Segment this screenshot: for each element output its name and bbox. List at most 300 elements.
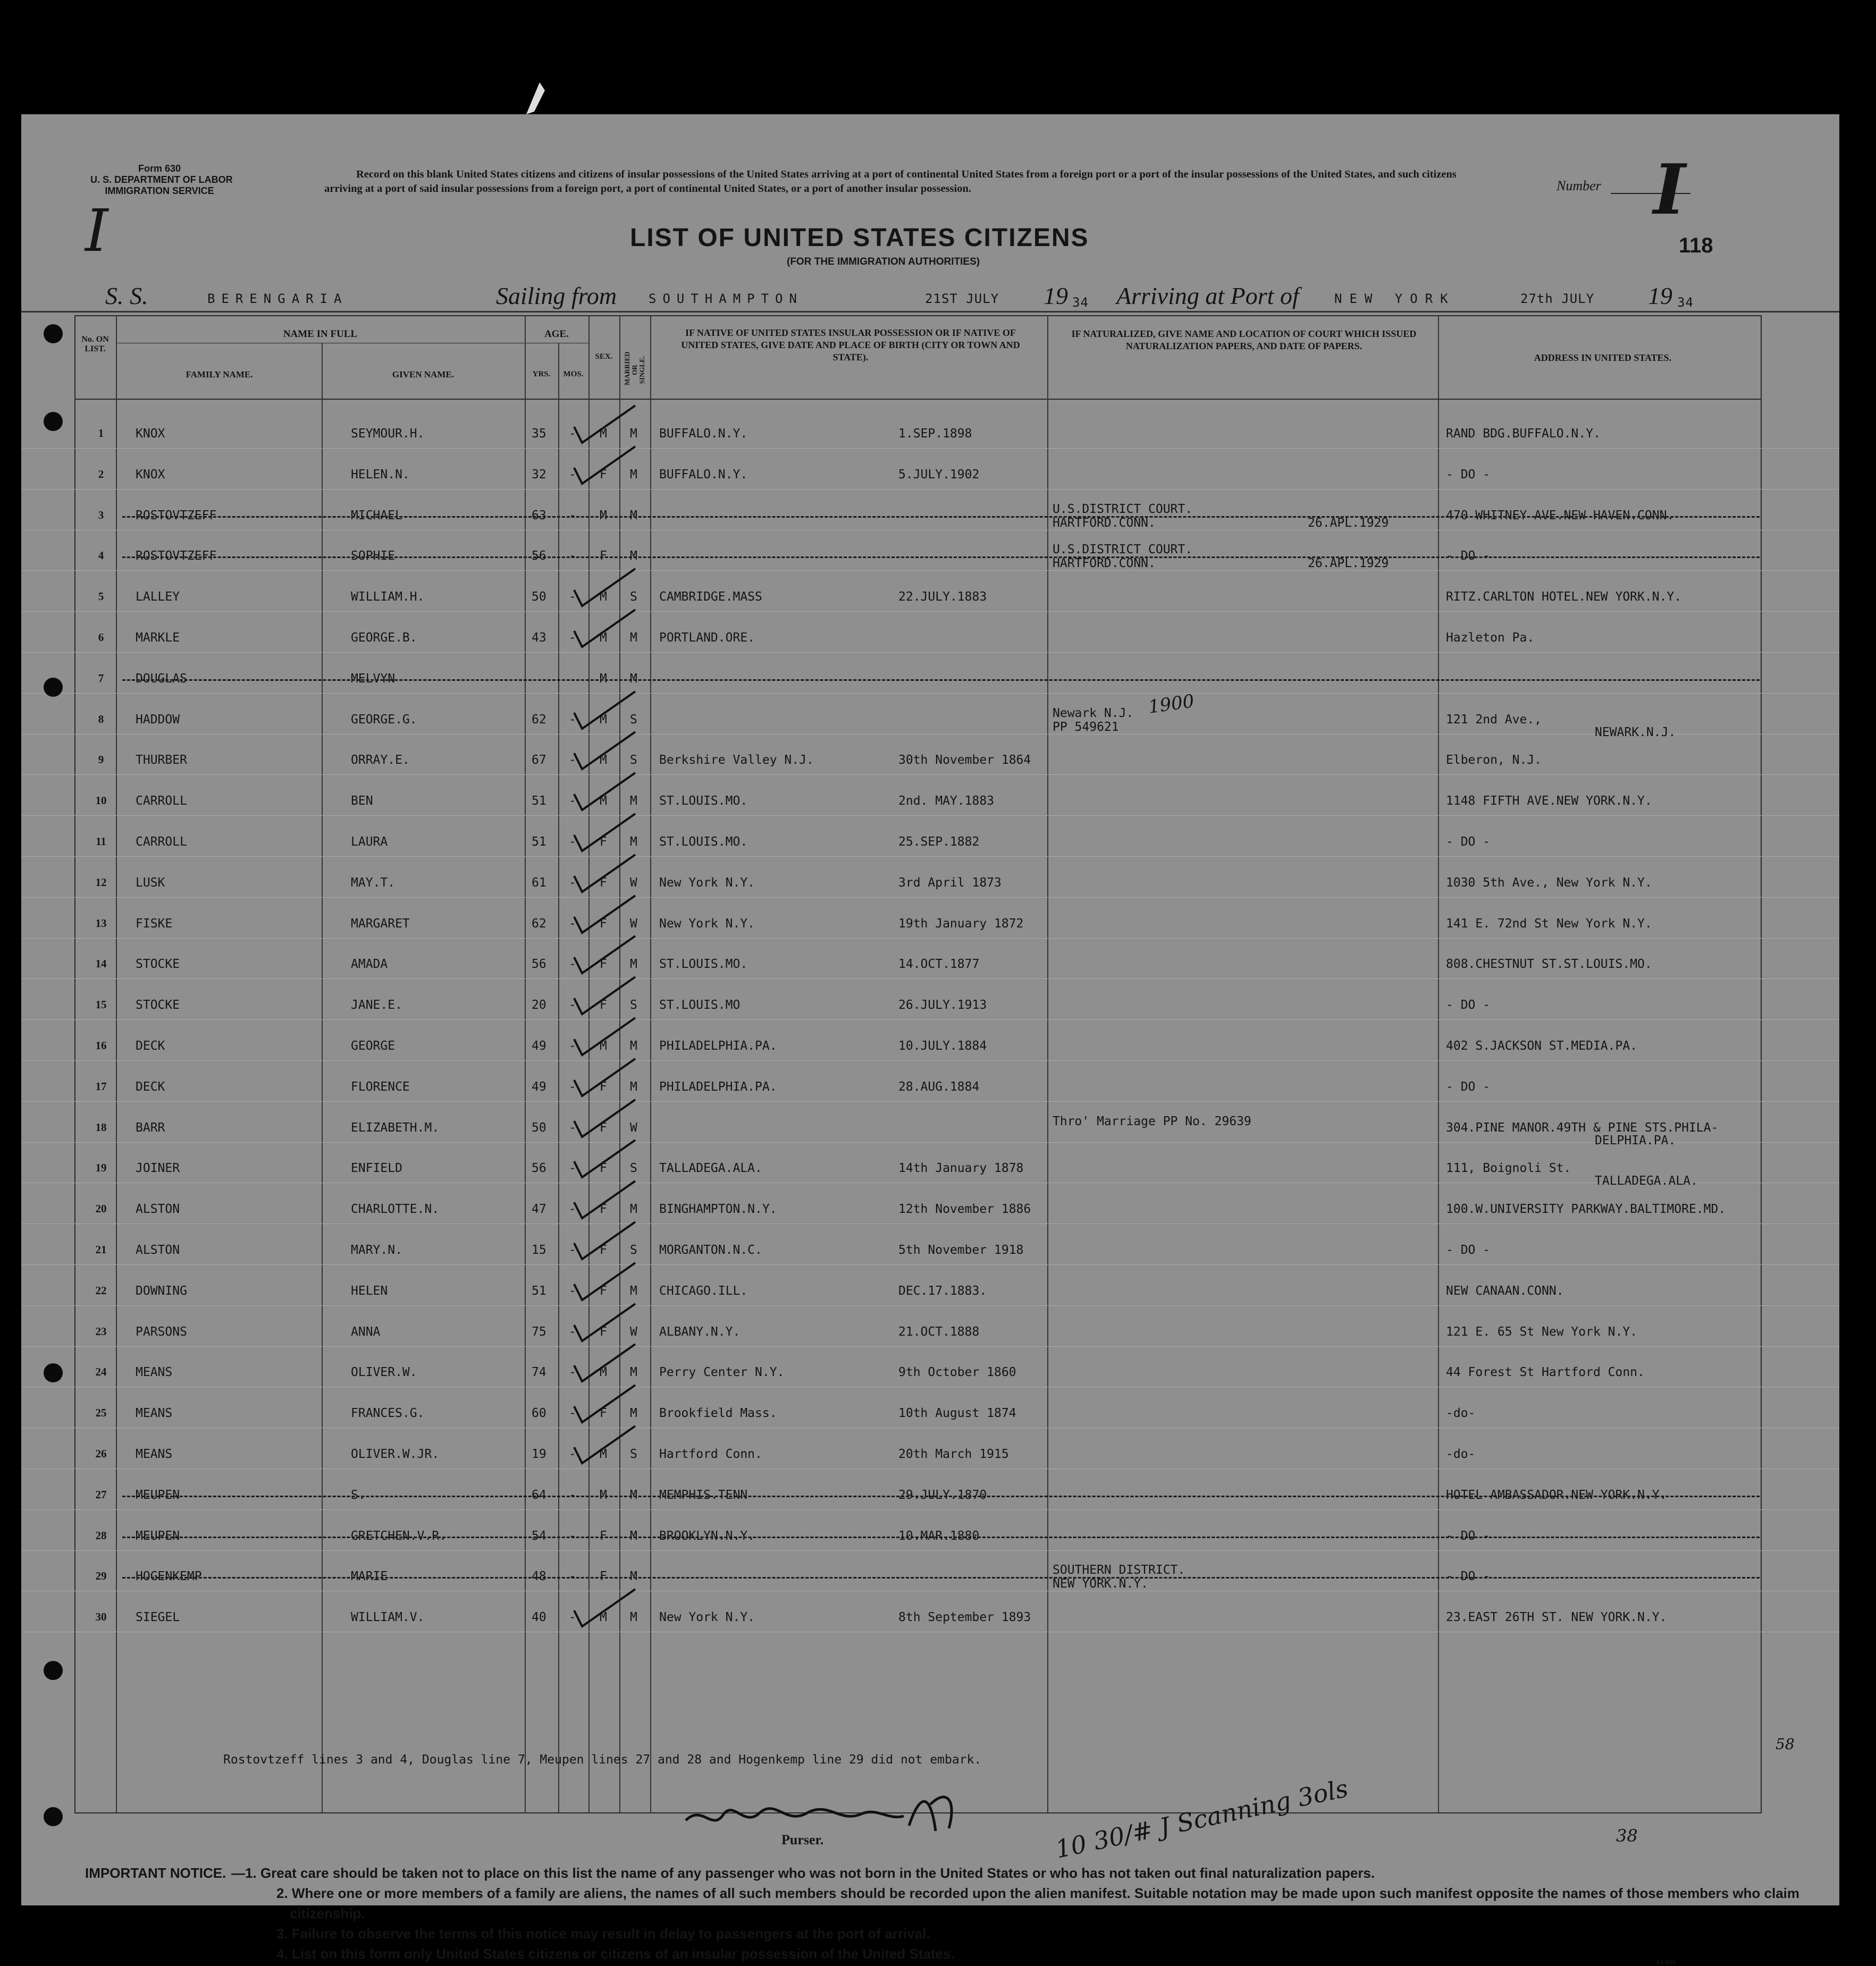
row-row-number: 14 bbox=[95, 957, 107, 970]
row-address: NEW CANAAN.CONN. bbox=[1446, 1284, 1564, 1298]
check-mark bbox=[571, 1056, 641, 1099]
row-birth-place: New York N.Y. bbox=[659, 876, 755, 890]
row-birth-place: BUFFALO.N.Y. bbox=[659, 468, 748, 482]
row-rule bbox=[21, 489, 1839, 490]
header-given-name: GIVEN NAME. bbox=[392, 369, 455, 379]
row-address: - DO - bbox=[1446, 1529, 1491, 1543]
row-address: 1030 5th Ave., New York N.Y. bbox=[1446, 876, 1652, 890]
number-value: I bbox=[1653, 149, 1686, 230]
row-given-name: ELIZABETH.M. bbox=[351, 1121, 440, 1135]
row-rule bbox=[21, 734, 1839, 735]
row-birth-date: 25.SEP.1882 bbox=[898, 835, 980, 849]
sailing-year: 34 bbox=[1072, 295, 1089, 310]
row-rule bbox=[21, 856, 1839, 857]
punch-hole bbox=[44, 1363, 63, 1382]
row-birth-place: BINGHAMPTON.N.Y. bbox=[659, 1202, 777, 1216]
row-family-name: KNOX bbox=[136, 468, 165, 482]
strike-through-line bbox=[122, 1577, 1760, 1579]
header-sex: SEX. bbox=[595, 352, 613, 361]
header-birth: IF NATIVE OF UNITED STATES INSULAR POSSESSION OR IF NATIVE OF UNITED STATES, GIVE DATE AND PLACE OF BIRTH (CITY OR TOWN AND STATE). bbox=[681, 327, 1020, 362]
row-birth-place: New York N.Y. bbox=[659, 1610, 755, 1624]
row-age-years: 51 bbox=[532, 794, 546, 808]
row-marital-status: S bbox=[630, 1243, 637, 1257]
strike-through-line bbox=[122, 516, 1760, 518]
row-row-number: 8 bbox=[98, 713, 104, 725]
row-address: 121 2nd Ave., bbox=[1446, 713, 1542, 727]
row-age-months: - bbox=[569, 1161, 576, 1175]
punch-hole bbox=[44, 1661, 63, 1680]
row-marital-status: S bbox=[630, 998, 637, 1012]
row-sex: F bbox=[600, 1080, 607, 1094]
check-mark bbox=[571, 852, 641, 895]
row-family-name: PARSONS bbox=[136, 1325, 187, 1339]
header-yrs: YRS. bbox=[532, 370, 551, 378]
row-given-name: JANE.E. bbox=[351, 998, 402, 1012]
row-naturalization-location: PP 549621 bbox=[1053, 720, 1119, 734]
row-rule bbox=[21, 1264, 1839, 1265]
row-given-name: ANNA bbox=[351, 1325, 381, 1339]
row-age-years: 64 bbox=[532, 1488, 546, 1502]
check-mark bbox=[571, 607, 641, 649]
row-marital-status: W bbox=[630, 1121, 637, 1135]
row-birth-place: BUFFALO.N.Y. bbox=[659, 427, 748, 441]
row-family-name: ROSTOVTZEFF bbox=[136, 509, 217, 522]
row-sex: M bbox=[600, 1365, 607, 1379]
check-mark bbox=[571, 403, 641, 445]
row-marital-status: M bbox=[630, 1488, 637, 1502]
row-rule bbox=[21, 1509, 1839, 1510]
row-birth-date: 5.JULY.1902 bbox=[898, 468, 980, 482]
row-age-years: 35 bbox=[532, 427, 546, 441]
row-marital-status: M bbox=[630, 835, 637, 849]
check-mark bbox=[571, 1341, 641, 1384]
col-rule-birth bbox=[1047, 315, 1048, 1812]
row-birth-place: PHILADELPHIA.PA. bbox=[659, 1080, 777, 1094]
document-title: LIST OF UNITED STATES CITIZENS bbox=[630, 224, 1089, 252]
row-age-months: - bbox=[569, 1406, 576, 1420]
row-given-name: GEORGE.G. bbox=[351, 713, 417, 727]
row-naturalization-location: HARTFORD.CONN. bbox=[1053, 556, 1156, 570]
row-row-number: 11 bbox=[96, 835, 106, 848]
header-mos: MOS. bbox=[563, 370, 584, 378]
row-birth-date: 19th January 1872 bbox=[898, 917, 1024, 931]
row-address: 402 S.JACKSON ST.MEDIA.PA. bbox=[1446, 1039, 1638, 1053]
row-rule bbox=[21, 611, 1839, 612]
manifest-table bbox=[74, 315, 1762, 1813]
row-marital-status: S bbox=[630, 713, 637, 727]
punch-hole bbox=[44, 324, 63, 343]
notice-item-2: 2. Where one or more members of a family are aliens, the names of all such members should be recorded upon the alien manifest. Suitable notation may be made upon such manifest opposite the names of those members who claim citizenship. bbox=[276, 1885, 1800, 1921]
punch-hole bbox=[44, 1807, 63, 1826]
row-naturalization-court: Newark N.J. bbox=[1053, 706, 1134, 720]
row-given-name: ORRAY.E. bbox=[351, 753, 410, 767]
row-sex: M bbox=[600, 794, 607, 808]
row-rule bbox=[21, 897, 1839, 898]
row-birth-place: ST.LOUIS.MO bbox=[659, 998, 741, 1012]
row-sex: F bbox=[600, 1406, 607, 1420]
row-family-name: MEANS bbox=[136, 1365, 173, 1379]
notice-item-3: 3. Failure to observe the terms of this notice may result in delay to passengers at the port of arrival. bbox=[276, 1926, 930, 1942]
row-age-years: 15 bbox=[532, 1243, 546, 1257]
arriving-year: 34 bbox=[1677, 295, 1694, 310]
table-header-rule bbox=[74, 399, 1761, 400]
row-rule bbox=[21, 652, 1839, 653]
check-mark bbox=[571, 770, 641, 813]
row-marital-status: S bbox=[630, 1447, 637, 1461]
row-marital-status: W bbox=[630, 1325, 637, 1339]
row-sex: M bbox=[600, 713, 607, 727]
row-birth-place: MEMPHIS.TENN bbox=[659, 1488, 748, 1502]
row-rule bbox=[21, 1019, 1839, 1020]
row-row-number: 2 bbox=[98, 468, 104, 480]
row-birth-date: 9th October 1860 bbox=[898, 1365, 1016, 1379]
row-age-years: 32 bbox=[532, 468, 546, 482]
row-family-name: BARR bbox=[136, 1121, 165, 1135]
row-birth-place: ST.LOUIS.MO. bbox=[659, 794, 748, 808]
row-family-name: MEUPEN bbox=[136, 1529, 180, 1543]
row-given-name: MAY.T. bbox=[351, 876, 396, 890]
row-naturalization-court: Thro' Marriage PP No. 29639 bbox=[1053, 1115, 1251, 1128]
row-family-name: MEUPEN bbox=[136, 1488, 180, 1502]
row-row-number: 16 bbox=[95, 1039, 107, 1052]
row-sex: M bbox=[600, 427, 607, 441]
row-sex: F bbox=[600, 957, 607, 971]
row-family-name: CARROLL bbox=[136, 835, 187, 849]
col-rule-no bbox=[116, 315, 117, 1812]
row-family-name: STOCKE bbox=[136, 998, 180, 1012]
row-given-name: GEORGE bbox=[351, 1039, 396, 1053]
row-marital-status: M bbox=[630, 794, 637, 808]
header-address: ADDRESS IN UNITED STATES. bbox=[1534, 352, 1672, 363]
row-birth-date: 26.JULY.1913 bbox=[898, 998, 987, 1012]
check-mark bbox=[571, 933, 641, 976]
row-family-name: MARKLE bbox=[136, 631, 180, 645]
row-family-name: ALSTON bbox=[136, 1202, 180, 1216]
service-name: IMMIGRATION SERVICE bbox=[105, 185, 214, 196]
row-given-name: WILLIAM.H. bbox=[351, 590, 425, 604]
row-given-name: MARGARET bbox=[351, 917, 410, 931]
row-age-months: - bbox=[569, 468, 576, 482]
row-birth-place: Berkshire Valley N.J. bbox=[659, 753, 814, 767]
check-mark bbox=[571, 1382, 641, 1425]
row-age-years: 43 bbox=[532, 631, 546, 645]
row-birth-date: 8th September 1893 bbox=[898, 1610, 1031, 1624]
row-age-years: 54 bbox=[532, 1529, 546, 1543]
row-address: 23.EAST 26TH ST. NEW YORK.N.Y. bbox=[1446, 1610, 1667, 1624]
row-address: Elberon, N.J. bbox=[1446, 753, 1542, 767]
row-age-months: - bbox=[569, 1202, 576, 1216]
row-given-name: MICHAEL bbox=[351, 509, 402, 522]
row-age-months: - bbox=[569, 1039, 576, 1053]
row-given-name: MELVYN bbox=[351, 672, 396, 686]
row-sex: M bbox=[600, 1488, 607, 1502]
row-address: Hazleton Pa. bbox=[1446, 631, 1535, 645]
check-mark bbox=[571, 729, 641, 772]
row-naturalization-court: U.S.DISTRICT COURT. bbox=[1053, 502, 1193, 516]
row-birth-place: BROOKLYN.N.Y. bbox=[659, 1529, 755, 1543]
row-birth-date: 10.JULY.1884 bbox=[898, 1039, 987, 1053]
row-marital-status: W bbox=[630, 917, 637, 931]
row-marital-status: M bbox=[630, 1570, 637, 1583]
row-given-name: ENFIELD bbox=[351, 1161, 402, 1175]
punch-hole bbox=[44, 412, 63, 431]
row-family-name: HADDOW bbox=[136, 713, 180, 727]
row-marital-status: W bbox=[630, 876, 637, 890]
row-age-months: - bbox=[569, 1447, 576, 1461]
row-age-years: 40 bbox=[532, 1610, 546, 1624]
row-given-name: SOPHIE bbox=[351, 549, 396, 563]
row-birth-date: 10th August 1874 bbox=[898, 1406, 1016, 1420]
notice-label: IMPORTANT NOTICE. bbox=[85, 1865, 226, 1881]
row-age-months: - bbox=[569, 509, 576, 522]
purser-label: Purser. bbox=[781, 1832, 824, 1847]
row-row-number: 12 bbox=[95, 876, 107, 889]
row-given-name: SEYMOUR.H. bbox=[351, 427, 425, 441]
row-marital-status: S bbox=[630, 1161, 637, 1175]
row-rule bbox=[21, 774, 1839, 775]
row-birth-place: CHICAGO.ILL. bbox=[659, 1284, 748, 1298]
row-sex: F bbox=[600, 1529, 607, 1543]
side-note: 58 bbox=[1776, 1735, 1795, 1753]
row-family-name: ALSTON bbox=[136, 1243, 180, 1257]
header-no-on-list: No. ON LIST. bbox=[81, 335, 109, 353]
row-marital-status: M bbox=[630, 672, 637, 686]
row-age-months: - bbox=[569, 590, 576, 604]
header-name-in-full: NAME IN FULL bbox=[283, 328, 358, 340]
check-mark bbox=[571, 1423, 641, 1466]
row-family-name: JOINER bbox=[136, 1161, 180, 1175]
row-sex: F bbox=[600, 1161, 607, 1175]
number-label: Number bbox=[1557, 178, 1601, 193]
row-marital-status: M bbox=[630, 1284, 637, 1298]
row-family-name: ROSTOVTZEFF bbox=[136, 549, 217, 563]
row-address: - DO - bbox=[1446, 998, 1491, 1012]
row-address: - DO - bbox=[1446, 468, 1491, 482]
row-row-number: 22 bbox=[95, 1284, 107, 1297]
row-sex: F bbox=[600, 1121, 607, 1135]
row-family-name: SIEGEL bbox=[136, 1610, 180, 1624]
col-rule-given bbox=[525, 315, 526, 1812]
row-family-name: DECK bbox=[136, 1080, 165, 1094]
printer-code: 14-606 bbox=[1656, 1959, 1676, 1966]
row-age-months: - bbox=[569, 835, 576, 849]
row-birth-date: DEC.17.1883. bbox=[898, 1284, 987, 1298]
row-marital-status: M bbox=[630, 631, 637, 645]
row-birth-place: ALBANY.N.Y. bbox=[659, 1325, 741, 1339]
row-row-number: 26 bbox=[95, 1447, 107, 1460]
row-age-years: 62 bbox=[532, 917, 546, 931]
row-age-years: 56 bbox=[532, 957, 546, 971]
row-row-number: 19 bbox=[95, 1161, 107, 1174]
row-address: 1148 FIFTH AVE.NEW YORK.N.Y. bbox=[1446, 794, 1652, 808]
row-sex: F bbox=[600, 1243, 607, 1257]
sailing-port: SOUTHAMPTON bbox=[649, 291, 803, 306]
row-family-name: LUSK bbox=[136, 876, 165, 890]
row-sex: F bbox=[600, 1570, 607, 1583]
row-address-line-2: NEWARK.N.J. bbox=[1595, 725, 1676, 739]
row-given-name: BEN bbox=[351, 794, 373, 808]
row-age-years: 67 bbox=[532, 753, 546, 767]
row-given-name: S. bbox=[351, 1488, 366, 1502]
arriving-port: NEW YORK bbox=[1334, 291, 1456, 306]
row-rule bbox=[21, 448, 1839, 449]
check-mark bbox=[571, 1178, 641, 1221]
row-age-years: 51 bbox=[532, 835, 546, 849]
form-preamble: Record on this blank United States citizens and citizens of insular possessions of the United States arriving at a port of continental United States from a foreign port or a port of the insular possessions of the United States, and such citizens arriving at a port of said insular possessions from a foreign port, a port of continental United States, or a port of another insular possession. bbox=[324, 168, 1457, 195]
row-given-name: MARY.N. bbox=[351, 1243, 402, 1257]
row-naturalization-court: SOUTHERN DISTRICT. bbox=[1053, 1563, 1185, 1577]
header-age: AGE. bbox=[544, 328, 569, 340]
row-age-months: - bbox=[569, 1488, 576, 1502]
paper-flake bbox=[524, 80, 550, 117]
row-marital-status: M bbox=[630, 1080, 637, 1094]
department-name: U. S. DEPARTMENT OF LABOR bbox=[90, 174, 233, 185]
row-row-number: 30 bbox=[95, 1610, 107, 1623]
strike-through-line bbox=[122, 1496, 1760, 1497]
row-birth-place: TALLADEGA.ALA. bbox=[659, 1161, 762, 1175]
row-marital-status: M bbox=[630, 1039, 637, 1053]
row-address: HOTEL AMBASSADOR.NEW YORK.N.Y. bbox=[1446, 1488, 1667, 1502]
row-rule bbox=[21, 693, 1839, 694]
row-age-years: 47 bbox=[532, 1202, 546, 1216]
row-given-name: OLIVER.W. bbox=[351, 1365, 417, 1379]
row-marital-status: M bbox=[630, 468, 637, 482]
row-sex: M bbox=[600, 1447, 607, 1461]
check-mark bbox=[571, 689, 641, 731]
check-mark bbox=[571, 1260, 641, 1303]
row-sex: M bbox=[600, 1039, 607, 1053]
row-rule bbox=[21, 815, 1839, 816]
form-number: Form 630 bbox=[138, 163, 181, 174]
row-rule bbox=[21, 1101, 1839, 1102]
row-age-months: - bbox=[569, 753, 576, 767]
row-age-years: 48 bbox=[532, 1570, 546, 1583]
row-sex: M bbox=[600, 1610, 607, 1624]
row-family-name: THURBER bbox=[136, 753, 187, 767]
row-address: 111, Boignoli St. bbox=[1446, 1161, 1571, 1175]
row-given-name: FLORENCE bbox=[351, 1080, 410, 1094]
row-row-number: 27 bbox=[95, 1488, 107, 1501]
row-age-years: 51 bbox=[532, 1284, 546, 1298]
arriving-date: 27th JULY bbox=[1520, 291, 1595, 306]
row-row-number: 21 bbox=[95, 1243, 107, 1256]
row-family-name: KNOX bbox=[136, 427, 165, 441]
check-mark bbox=[571, 1137, 641, 1180]
row-age-years: 50 bbox=[532, 1121, 546, 1135]
arriving-label: Arriving at Port of bbox=[1116, 282, 1299, 309]
row-row-number: 3 bbox=[98, 509, 104, 521]
row-birth-place: Brookfield Mass. bbox=[659, 1406, 777, 1420]
row-address: 304.PINE MANOR.49TH & PINE STS.PHILA- bbox=[1446, 1121, 1719, 1135]
row-row-number: 5 bbox=[98, 590, 104, 603]
row-age-years: 63 bbox=[532, 509, 546, 522]
row-sex: F bbox=[600, 917, 607, 931]
row-sex: F bbox=[600, 1284, 607, 1298]
row-row-number: 28 bbox=[95, 1529, 107, 1542]
ship-label: S. S. bbox=[105, 282, 148, 309]
row-address: -do- bbox=[1446, 1406, 1476, 1420]
row-age-months: - bbox=[569, 1325, 576, 1339]
row-birth-place: PORTLAND.ORE. bbox=[659, 631, 755, 645]
row-family-name: STOCKE bbox=[136, 957, 180, 971]
row-age-months: - bbox=[569, 917, 576, 931]
page-number: 118 bbox=[1679, 234, 1713, 257]
row-address: RITZ.CARLTON HOTEL.NEW YORK.N.Y. bbox=[1446, 590, 1682, 604]
check-mark bbox=[571, 1097, 641, 1140]
row-row-number: 20 bbox=[95, 1202, 107, 1215]
row-sex: M bbox=[600, 509, 607, 522]
purser-signature bbox=[680, 1783, 1010, 1842]
row-rule bbox=[21, 938, 1839, 939]
row-family-name: DECK bbox=[136, 1039, 165, 1053]
not-embarked-note: Rostovtzeff lines 3 and 4, Douglas line 7, Meupen lines 27 and 28 and Hogenkemp line 29 did not embark. bbox=[223, 1753, 982, 1767]
row-age-months: - bbox=[569, 1610, 576, 1624]
row-row-number: 4 bbox=[98, 549, 104, 562]
row-marital-status: M bbox=[630, 957, 637, 971]
row-marital-status: S bbox=[630, 590, 637, 604]
row-address-line-2: TALLADEGA.ALA. bbox=[1595, 1174, 1698, 1188]
row-rule bbox=[21, 978, 1839, 979]
header-married-or-single: MARRIED OR SINGLE. bbox=[623, 351, 646, 385]
row-address: 470 WHITNEY AVE.NEW HAVEN.CONN. bbox=[1446, 509, 1675, 522]
row-birth-date: 14.OCT.1877 bbox=[898, 957, 980, 971]
row-age-months: - bbox=[569, 1284, 576, 1298]
row-address: 141 E. 72nd St New York N.Y. bbox=[1446, 917, 1652, 931]
row-age-years: 62 bbox=[532, 713, 546, 727]
strike-through-line bbox=[122, 1537, 1760, 1538]
sailing-label: Sailing from bbox=[496, 282, 617, 309]
row-birth-place: PHILADELPHIA.PA. bbox=[659, 1039, 777, 1053]
row-given-name: CHARLOTTE.N. bbox=[351, 1202, 440, 1216]
row-birth-date: 29.JULY.1870 bbox=[898, 1488, 987, 1502]
row-naturalization-date: 26.APL.1929 bbox=[1308, 516, 1389, 530]
row-address-line-2: DELPHIA.PA. bbox=[1595, 1134, 1676, 1147]
row-age-months: - bbox=[569, 713, 576, 727]
ship-line-rule bbox=[21, 311, 1839, 313]
row-rule bbox=[21, 1060, 1839, 1061]
col-rule-ms bbox=[650, 315, 651, 1812]
row-family-name: DOWNING bbox=[136, 1284, 187, 1298]
row-marital-status: M bbox=[630, 1406, 637, 1420]
row-age-years: 74 bbox=[532, 1365, 546, 1379]
row-marital-status: M bbox=[630, 1610, 637, 1624]
row-sex: M bbox=[600, 631, 607, 645]
header-family-name: FAMILY NAME. bbox=[186, 369, 253, 379]
row-sex: M bbox=[600, 590, 607, 604]
row-sex: F bbox=[600, 876, 607, 890]
row-sex: F bbox=[600, 998, 607, 1012]
row-birth-date: 3rd April 1873 bbox=[898, 876, 1002, 890]
row-sex: F bbox=[600, 468, 607, 482]
row-given-name: WILLIAM.V. bbox=[351, 1610, 425, 1624]
row-birth-date: 22.JULY.1883 bbox=[898, 590, 987, 604]
row-rule bbox=[21, 1305, 1839, 1306]
row-age-months: - bbox=[569, 957, 576, 971]
notice-item-4: 4. List on this form only United States citizens or citizens of an insular possession of the United States. bbox=[276, 1946, 955, 1962]
row-sex: F bbox=[600, 1202, 607, 1216]
row-given-name: HELEN.N. bbox=[351, 468, 410, 482]
sailing-year-prefix: 19 bbox=[1044, 282, 1068, 309]
row-row-number: 13 bbox=[95, 917, 107, 930]
check-mark bbox=[571, 1015, 641, 1058]
row-birth-date: 12th November 1886 bbox=[898, 1202, 1031, 1216]
row-naturalization-location: NEW YORK.N.Y. bbox=[1053, 1577, 1149, 1591]
row-age-months: - bbox=[569, 1365, 576, 1379]
row-family-name: HOGENKEMP bbox=[136, 1570, 202, 1583]
row-age-years: 20 bbox=[532, 998, 546, 1012]
row-address: RAND BDG.BUFFALO.N.Y. bbox=[1446, 427, 1601, 441]
row-row-number: 29 bbox=[95, 1570, 107, 1582]
